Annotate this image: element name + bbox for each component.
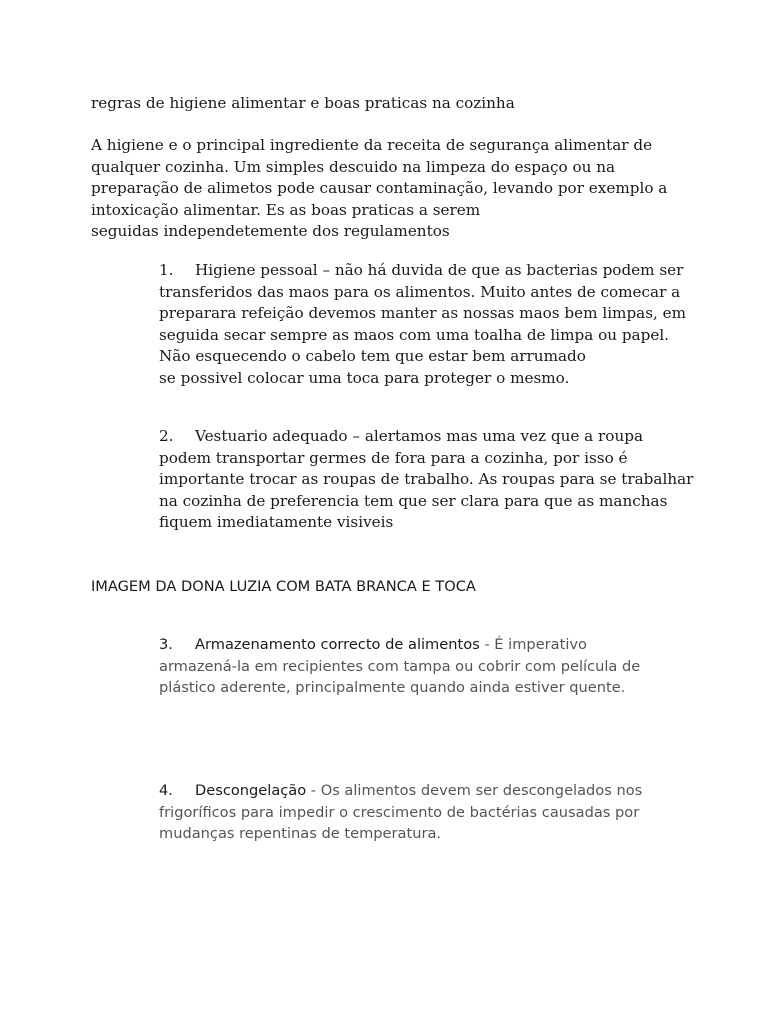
list-item-line: É imperativo [494, 636, 587, 653]
list-item-term: Armazenamento correcto de alimentos [195, 636, 480, 653]
document-title: regras de higiene alimentar e boas praticas na cozinha [91, 94, 515, 112]
intro-line: qualquer cozinha. Um simples descuido na limpeza do espaço ou na [91, 157, 616, 176]
intro-line: A higiene e o principal ingrediente da receita de segurança alimentar de [91, 136, 653, 154]
intro-line: preparação de alimetos pode causar contaminação, levando por exemplo a [91, 179, 668, 197]
list-item-number: 2. [159, 427, 174, 445]
list-item-line: fiquem imediatamente visiveis [159, 513, 394, 531]
list-item-number: 3. [159, 636, 173, 653]
list-item-descongelacao [159, 780, 642, 845]
list-item-higiene-pessoal [159, 260, 686, 389]
intro-paragraph [91, 135, 667, 243]
list-item-line: transferidos das maos para os alimentos. Muito antes de comecar a [159, 282, 681, 301]
list-item-number: 1. [159, 261, 174, 279]
list-item-line: seguida secar sempre as maos com uma toalha de limpa ou papel. [159, 325, 670, 344]
list-item-line: Higiene pessoal – não há duvida de que as bacterias podem ser [195, 261, 684, 279]
list-item-separator: - [479, 636, 495, 653]
intro-line: intoxicação alimentar. Es as boas praticas a serem [91, 200, 481, 219]
list-item-line: se possivel colocar uma toca para proteger o mesmo. [159, 368, 570, 387]
list-item-line: preparara refeição devemos manter as nossas maos bem limpas, em [159, 304, 687, 322]
list-item-line: Não esquecendo o cabelo tem que estar bem arrumado [159, 347, 586, 365]
list-item-separator: - [306, 782, 321, 799]
image-placeholder-caption: IMAGEM DA DONA LUZIA COM BATA BRANCA E TOCA [91, 578, 476, 595]
list-item-line: na cozinha de preferencia tem que ser clara para que as manchas [159, 491, 668, 510]
list-item-line: plástico aderente, principalmente quando ainda estiver quente. [159, 679, 626, 696]
list-item-line: importante trocar as roupas de trabalho. As roupas para se trabalhar [159, 470, 694, 488]
list-item-armazenamento [159, 634, 640, 699]
list-item-vestuario [159, 426, 693, 534]
list-item-line: frigoríficos para impedir o crescimento de bactérias causadas por [159, 803, 640, 821]
list-item-line: Vestuario adequado – alertamos mas uma vez que a roupa [195, 427, 644, 445]
list-item-line: armazená-la em recipientes com tampa ou cobrir com película de [159, 657, 641, 675]
intro-line: seguidas independetemente dos regulamentos [91, 222, 450, 240]
list-item-line: podem transportar germes de fora para a cozinha, por isso é [159, 448, 628, 467]
list-item-term: Descongelação [195, 782, 307, 799]
list-item-number: 4. [159, 782, 173, 799]
list-item-line: mudanças repentinas de temperatura. [159, 825, 442, 842]
list-item-line: Os alimentos devem ser descongelados nos [320, 782, 643, 799]
